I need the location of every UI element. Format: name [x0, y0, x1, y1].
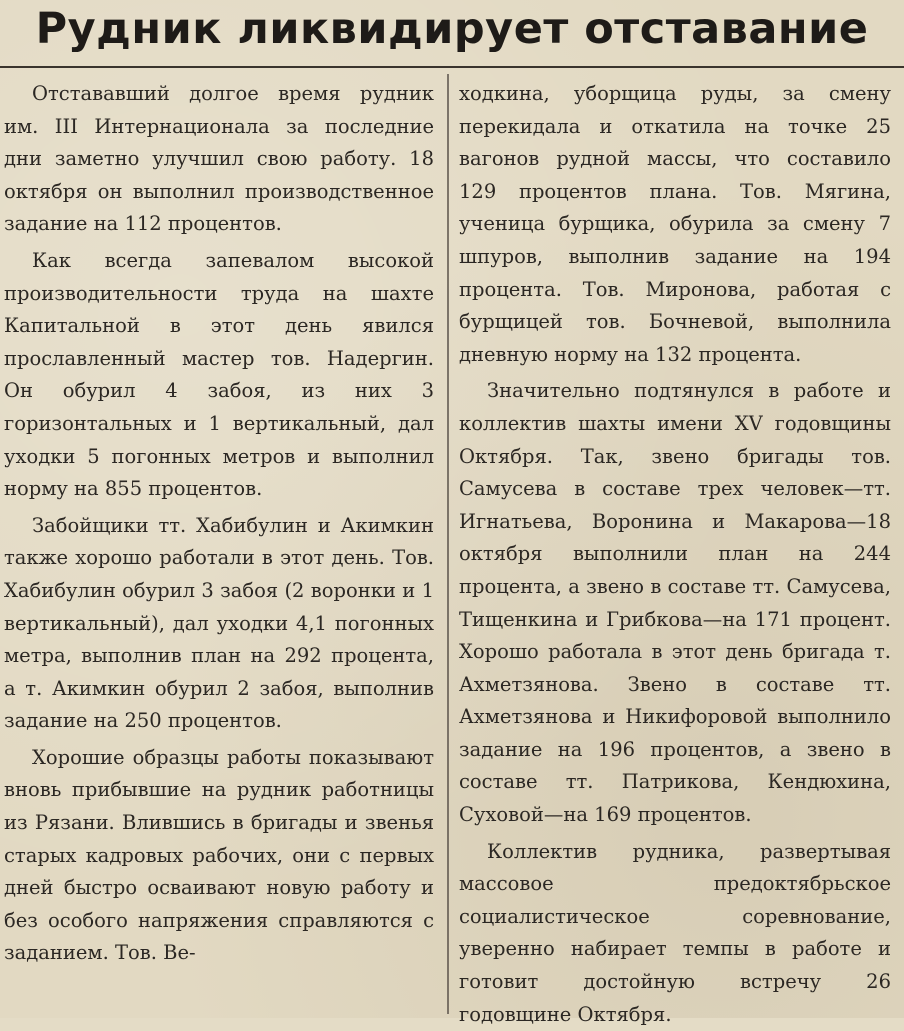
- headline-rule: [0, 66, 904, 68]
- article-paragraph-continued: ходкина, уборщица руды, за смену перекидала и откатила на точке 25 вагонов рудной массы, что составило 129 процентов плана. Тов. Мягина, ученица бурщика, обурила за смену 7 шпуров, выполнив задание на 194 процента. Тов. Миронова, работая с бурщицей тов. Бочневой, выполнила дневную норму на 132 процента.: [459, 82, 891, 366]
- article-headline: Рудник ликвидирует отставание: [35, 4, 869, 54]
- article-paragraph: Как всегда запевалом высокой производительности труда на шахте Капитальной в этот день явился прославленный мастер тов. Надергин. Он обурил 4 забоя, из них 3 горизонтальных и 1 вертикальный, дал уходки 5 погонных метров и выполнил норму на 855 процентов.: [4, 248, 434, 501]
- article-column-right: [459, 78, 891, 1026]
- article-paragraph: Забойщики тт. Хабибулин и Акимкин также хорошо работали в этот день. Тов. Хабибулин обурил 3 забоя (2 воронки и 1 вертикальный), дал уходки 4,1 погонных метра, выполнив план на 292 процента, а т. Акимкин обурил 2 забоя, выполнив задание на 250 процентов.: [4, 513, 434, 733]
- article-paragraph: Хорошие образцы работы показывают вновь прибывшие на рудник работницы из Рязани. Влившись в бригады и звенья старых кадровых рабочих, они с первых дней быстро осваивают новую работу и без особого напряжения справляются с заданием. Тов. Ве-: [4, 745, 434, 965]
- column-divider: [447, 74, 449, 1014]
- article-paragraph: Отстававший долгое время рудник им. III Интернационала за последние дни заметно улучшил свою работу. 18 октября он выполнил производственное задание на 112 процентов.: [4, 82, 434, 236]
- article-column-left: [4, 78, 434, 1010]
- article-paragraph: Значительно подтянулся в работе и коллектив шахты имени XV годовщины Октября. Так, звено бригады тов. Самусева в составе трех человек—тт. Игнатьева, Воронина и Макарова—18 октября выполнили план на 244 процента, а звено в составе тт. Самусева, Тищенкина и Грибкова—на 171 процент. Хорошо работала в этот день бригада т. Ахметзянова. Звено в составе тт. Ахметзянова и Никифоровой выполнило задание на 196 процентов, а звено в составе тт. Патрикова, Кендюхина, Суховой—на 169 процентов.: [459, 379, 891, 827]
- article-paragraph: Коллектив рудника, развертывая массовое предоктябрьское социалистическое соревнование, уверенно набирает темпы в работе и готовит достойную встречу 26 годовщине Октября.: [459, 839, 891, 1026]
